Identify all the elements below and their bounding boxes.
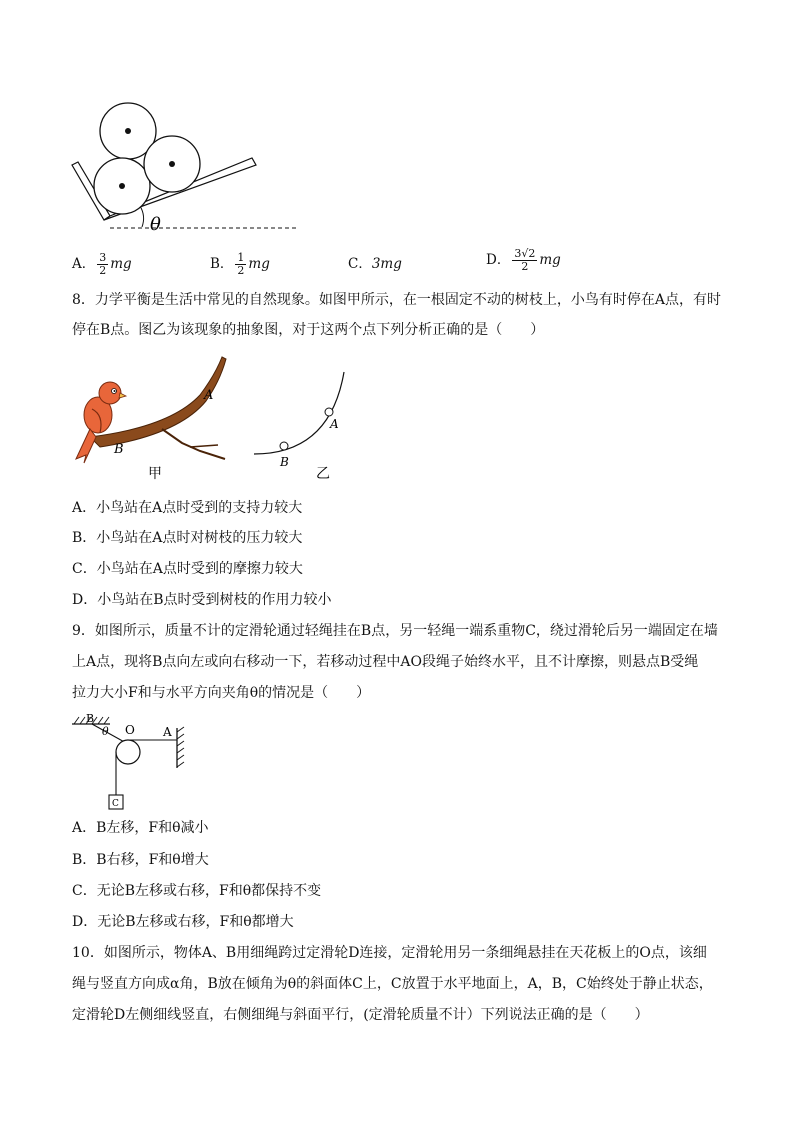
- q7-option-a[interactable]: A． $\frac{3}{2}$ mg: [72, 251, 132, 277]
- q8-option-a[interactable]: A．小鸟站在A点时受到的支持力较大: [72, 500, 303, 516]
- yi-point-b: [280, 442, 288, 450]
- q9-label-c: C: [112, 799, 119, 809]
- yi-caption: 乙: [316, 466, 330, 482]
- angle-arc: [140, 206, 144, 227]
- q9-option-a[interactable]: A．B左移，F和θ减小: [72, 820, 209, 836]
- pulley: [116, 740, 140, 764]
- q7-option-b[interactable]: B． $\frac{1}{2}$ mg: [210, 251, 270, 277]
- branch-twig: [162, 429, 225, 459]
- bird-tail: [76, 429, 96, 463]
- q10-stem-line3: 定滑轮D左侧细线竖直，右侧细绳与斜面平行，(定滑轮质量不计）下列说法正确的是（ ）: [72, 1007, 649, 1023]
- q8-stem-line2: 停在B点。图乙为该现象的抽象图，对于这两个点下列分析正确的是（ ）: [72, 322, 545, 338]
- q8-option-b[interactable]: B．小鸟站在A点时对树枝的压力较大: [72, 530, 303, 546]
- q9-option-b[interactable]: B．B右移，F和θ增大: [72, 852, 209, 868]
- bird-head: [99, 382, 121, 404]
- jia-caption: 甲: [148, 466, 162, 482]
- q9-label-a: A: [163, 725, 172, 739]
- q9-stem-line1: 9．如图所示，质量不计的定滑轮通过轻绳挂在B点，另一轻绳一端系重物C，绕过滑轮后另一端固定在墙: [72, 623, 718, 639]
- q9-label-theta: θ: [102, 725, 109, 738]
- theta-label: θ: [150, 214, 161, 235]
- cylinder-left-center: [119, 183, 125, 189]
- q7-option-d[interactable]: D． $\frac{3√2}{2}$ mg: [486, 247, 561, 273]
- q8-figure-yi: [250, 368, 360, 480]
- bird-beak: [119, 393, 126, 398]
- q8-option-c[interactable]: C．小鸟站在A点时受到的摩擦力较大: [72, 561, 303, 577]
- q10-stem-line2: 绳与竖直方向成α角，B放在倾角为θ的斜面体C上，C放置于水平地面上，A，B，C始终处于静止状态，: [72, 976, 713, 992]
- cylinder-right-center: [169, 161, 175, 167]
- yi-point-a: [325, 408, 333, 416]
- q9-stem-line2: 上A点，现将B点向左或向右移动一下，若移动过程中AO段绳子始终水平，且不计摩擦，则悬点B受绳: [72, 654, 699, 670]
- q7-figure: [70, 100, 330, 240]
- q9-label-o: O: [125, 723, 135, 737]
- wall-hatch: [177, 727, 184, 767]
- jia-label-a: A: [204, 388, 214, 403]
- q7-option-c[interactable]: C．3mg: [348, 256, 402, 272]
- branch-twig-2: [190, 445, 218, 447]
- q9-option-d[interactable]: D．无论B左移或右移，F和θ都增大: [72, 914, 294, 930]
- cylinder-top-center: [125, 128, 131, 134]
- q10-stem-line1: 10．如图所示，物体A、B用细绳跨过定滑轮D连接，定滑轮用另一条细绳悬挂在天花板上的O点，该细: [72, 945, 707, 961]
- yi-label-b: B: [280, 455, 289, 469]
- bird-pupil: [114, 390, 116, 392]
- jia-label-b: B: [114, 442, 124, 457]
- q8-figure-jia: [70, 355, 240, 480]
- yi-label-a: A: [330, 417, 339, 431]
- q9-label-b: B: [86, 712, 95, 725]
- q9-option-c[interactable]: C．无论B左移或右移，F和θ都保持不变: [72, 883, 322, 899]
- q8-stem-line1: 8．力学平衡是生活中常见的自然现象。如图甲所示，在一根固定不动的树枝上，小鸟有时停在A点，有时: [72, 292, 722, 308]
- q9-stem-line3: 拉力大小F和与水平方向夹角θ的情况是（ ）: [72, 685, 371, 701]
- q9-figure: [70, 712, 190, 812]
- q8-option-d[interactable]: D．小鸟站在B点时受到树枝的作用力较小: [72, 592, 332, 608]
